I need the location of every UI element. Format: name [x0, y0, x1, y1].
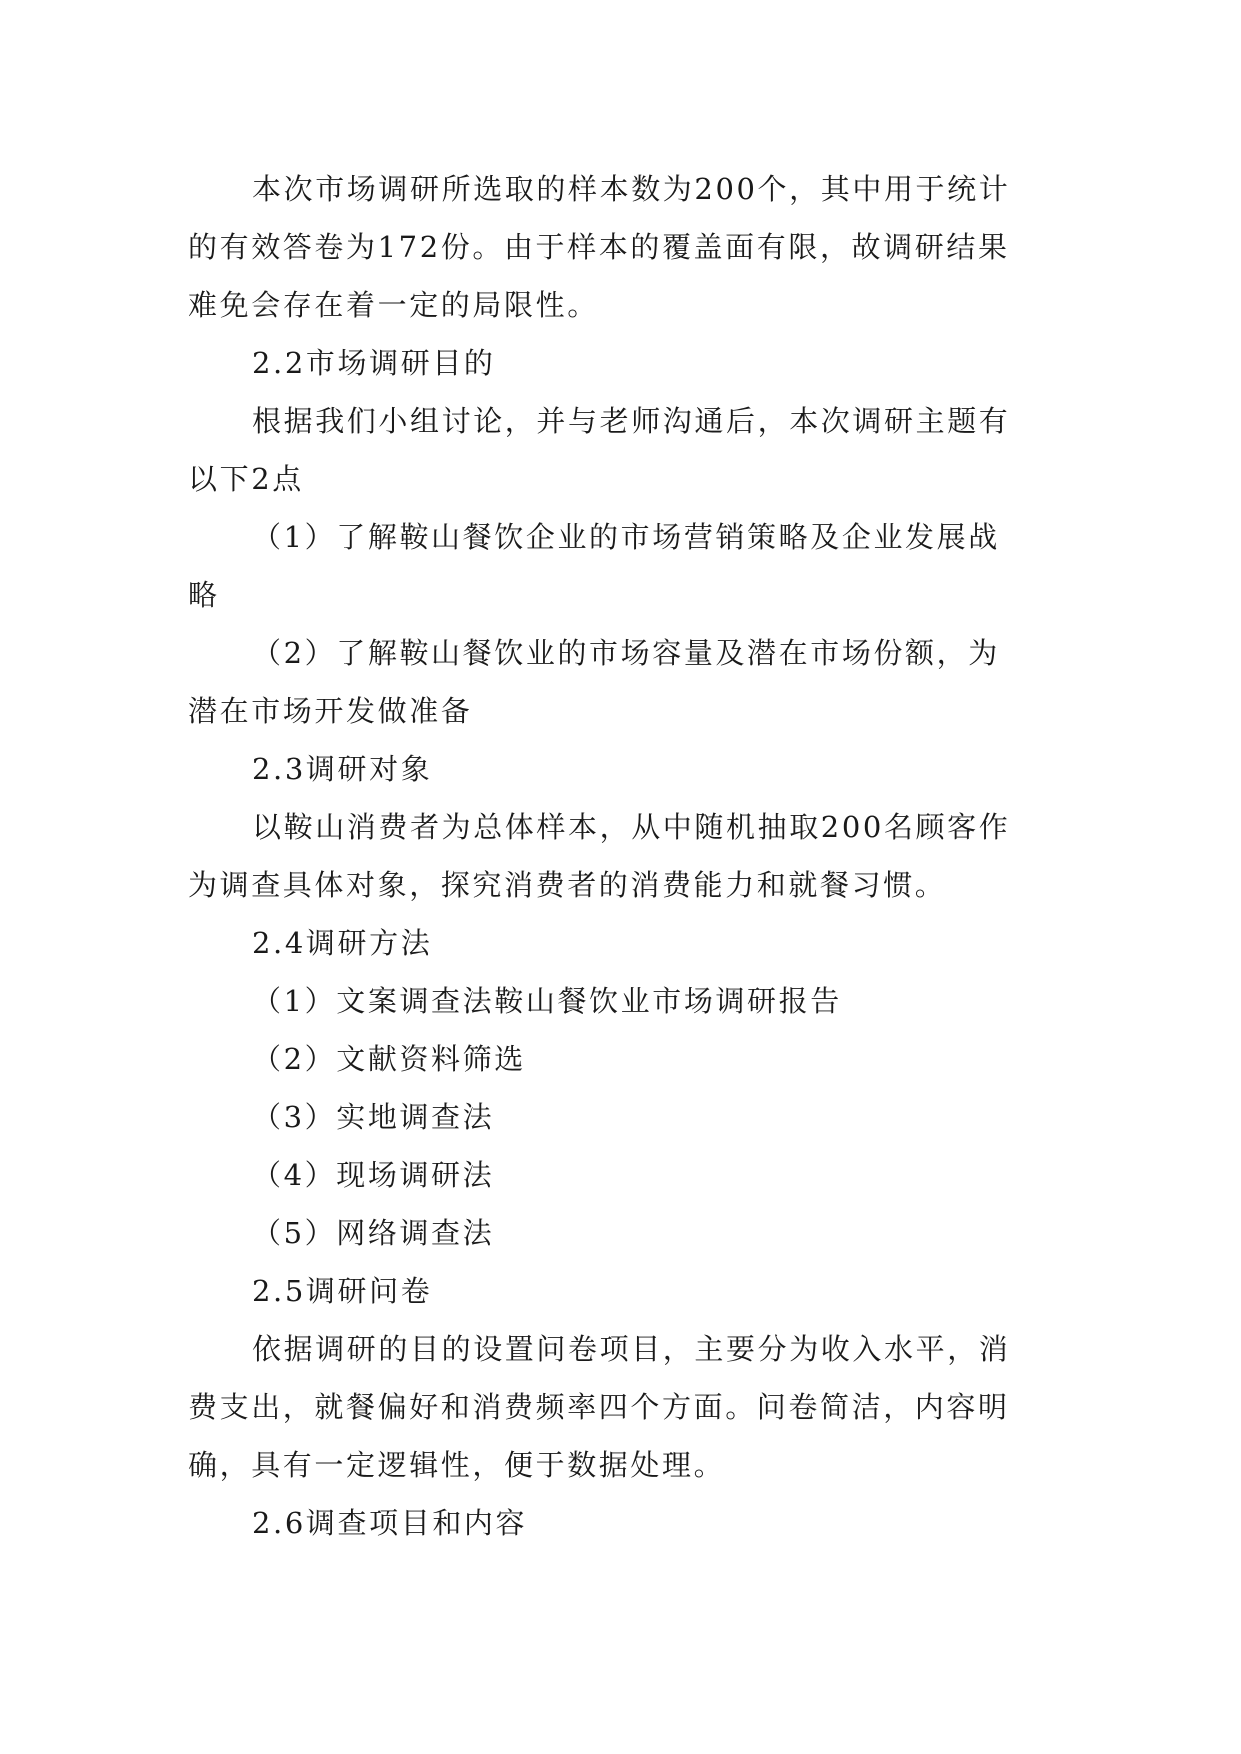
section-heading-2-6: 2.6调查项目和内容: [252, 1506, 528, 1540]
paragraph-purpose-line-1: 根据我们小组讨论，并与老师沟通后，本次调研主题有: [252, 404, 1011, 438]
list-item-purpose-2-line-1: （2）了解鞍山餐饮业的市场容量及潜在市场份额，为: [252, 636, 1000, 670]
list-item-method-1: （1）文案调查法鞍山餐饮业市场调研报告: [252, 984, 842, 1018]
paragraph-questionnaire-line-2: 费支出，就餐偏好和消费频率四个方面。问卷简洁，内容明: [188, 1390, 1010, 1424]
list-item-purpose-1-line-2: 略: [188, 578, 220, 612]
list-item-purpose-2-line-2: 潜在市场开发做准备: [188, 694, 473, 728]
section-heading-2-3: 2.3调研对象: [252, 752, 433, 786]
paragraph-sample-size-line-2: 的有效答卷为172份。由于样本的覆盖面有限，故调研结果: [188, 230, 1010, 264]
document-body: [188, 160, 1058, 1552]
paragraph-purpose-line-2: 以下2点: [188, 462, 304, 496]
paragraph-subjects-line-2: 为调查具体对象，探究消费者的消费能力和就餐习惯。: [188, 868, 947, 902]
list-item-method-3: （3）实地调查法: [252, 1100, 495, 1134]
list-item-method-5: （5）网络调查法: [252, 1216, 495, 1250]
section-heading-2-2: 2.2市场调研目的: [252, 346, 496, 380]
list-item-method-2: （2）文献资料筛选: [252, 1042, 526, 1076]
section-heading-2-5: 2.5调研问卷: [252, 1274, 433, 1308]
paragraph-subjects-line-1: 以鞍山消费者为总体样本，从中随机抽取200名顾客作: [252, 810, 1011, 844]
list-item-purpose-1-line-1: （1）了解鞍山餐饮企业的市场营销策略及企业发展战: [252, 520, 1000, 554]
section-heading-2-4: 2.4调研方法: [252, 926, 433, 960]
paragraph-sample-size-line-3: 难免会存在着一定的局限性。: [188, 288, 599, 322]
paragraph-questionnaire-line-3: 确，具有一定逻辑性，便于数据处理。: [188, 1448, 726, 1482]
paragraph-sample-size-line-1: 本次市场调研所选取的样本数为200个，其中用于统计: [252, 172, 1011, 206]
list-item-method-4: （4）现场调研法: [252, 1158, 495, 1192]
paragraph-questionnaire-line-1: 依据调研的目的设置问卷项目，主要分为收入水平，消: [252, 1332, 1011, 1366]
